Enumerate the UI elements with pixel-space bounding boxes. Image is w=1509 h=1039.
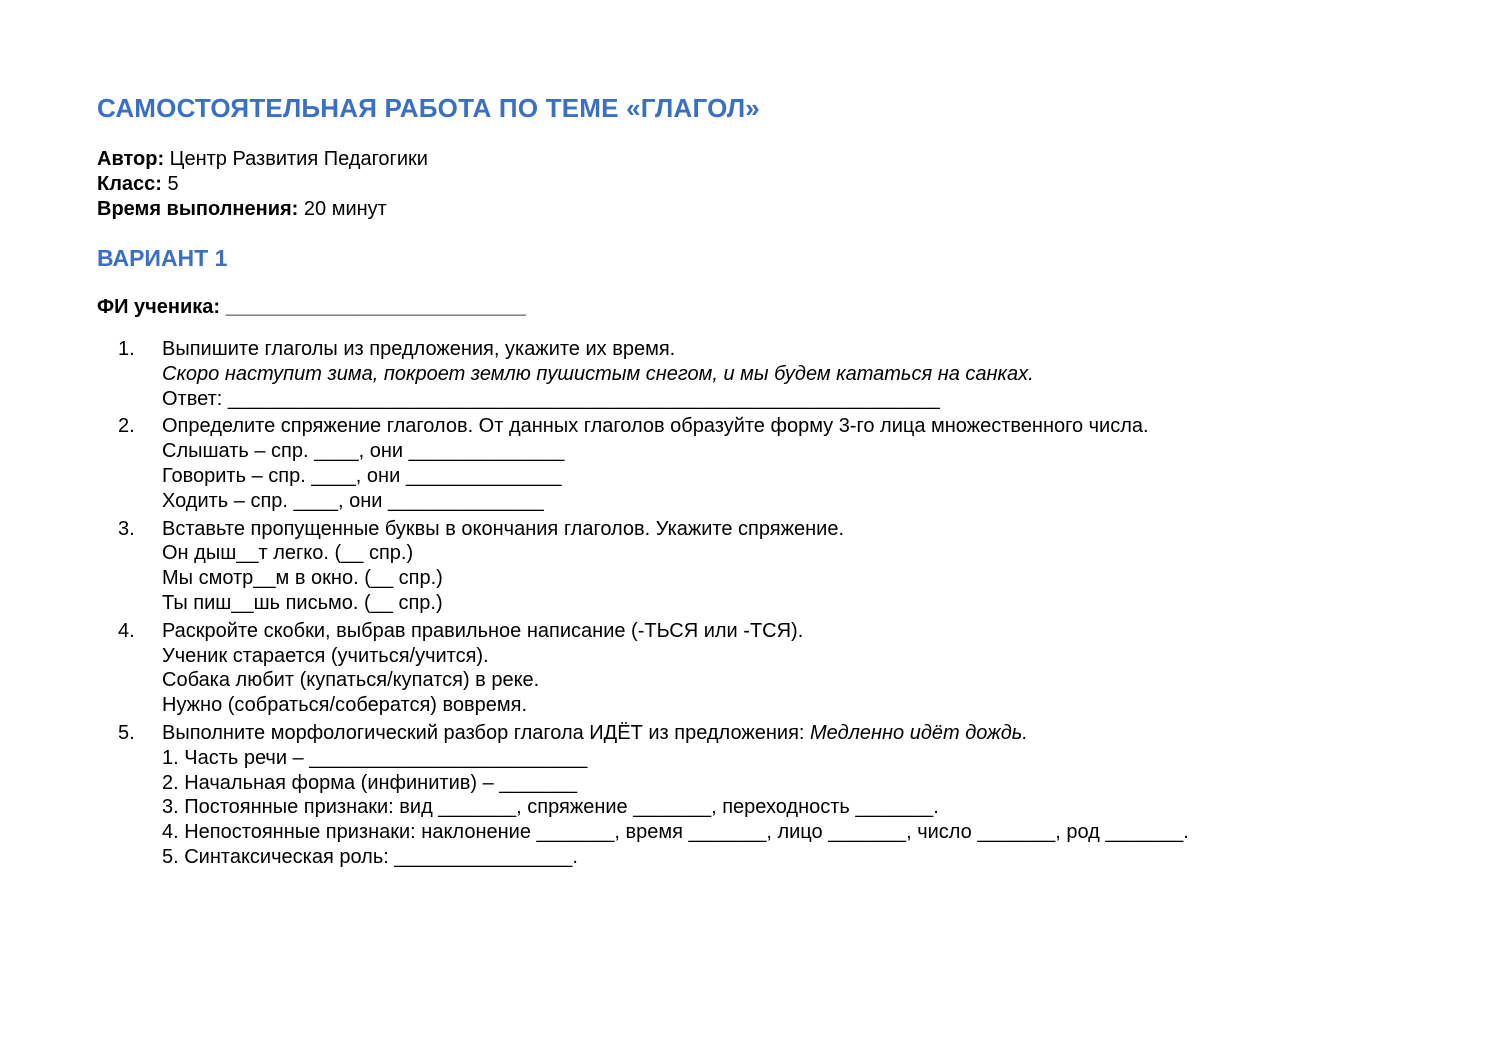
meta-class-label: Класс: xyxy=(97,173,162,195)
task-body xyxy=(162,721,1189,870)
task-instruction xyxy=(162,721,1189,746)
task-item xyxy=(118,517,1189,616)
task-line: 5. Синтаксическая роль: ________________. xyxy=(162,845,578,868)
task-line: Ученик старается (учиться/учится). xyxy=(162,644,489,667)
meta-time xyxy=(97,197,428,222)
meta-author-value: Центр Развития Педагогики xyxy=(164,148,428,170)
task-line: Собака любит (купаться/купатся) в реке. xyxy=(162,669,540,692)
task-line: Он дыш__т легко. (__ спр.) xyxy=(162,542,414,565)
task-body xyxy=(162,517,1189,616)
task-number: 1. xyxy=(118,338,135,360)
meta-class xyxy=(97,172,428,197)
task-line: 3. Постоянные признаки: вид _______, спряжение _______, переходность _______. xyxy=(162,796,939,819)
task-line: Мы смотр__м в окно. (__ спр.) xyxy=(162,567,443,590)
meta-class-value: 5 xyxy=(161,173,179,195)
task-instruction: Определите спряжение глаголов. От данных глаголов образуйте форму 3-го лица множественного числа. xyxy=(162,415,1149,438)
task-line: 1. Часть речи – _________________________ xyxy=(162,746,588,769)
task-line: Ты пиш__шь письмо. (__ спр.) xyxy=(162,591,443,614)
task-body xyxy=(162,337,1189,411)
variant-heading: ВАРИАНТ 1 xyxy=(97,245,228,271)
task-sentence: Скоро наступит зима, покроет землю пушистым снегом, и мы будем кататься на санках. xyxy=(162,362,1034,385)
task-body xyxy=(162,619,1189,718)
task-line: Слышать – спр. ____, они ______________ xyxy=(162,440,565,463)
task-number: 5. xyxy=(118,721,135,744)
meta-time-value: 20 минут xyxy=(298,198,387,220)
task-item xyxy=(118,721,1189,870)
task-body xyxy=(162,414,1189,513)
task-line: Говорить – спр. ____, они ______________ xyxy=(162,464,562,487)
task-list xyxy=(118,337,1189,873)
task-item xyxy=(118,337,1189,411)
task-line: Нужно (собраться/собератся) вовремя. xyxy=(162,694,528,717)
task-line: 2. Начальная форма (инфинитив) – _______ xyxy=(162,771,578,794)
task-number: 4. xyxy=(118,619,135,642)
task-instruction: Раскройте скобки, выбрав правильное написание (-ТЬСЯ или -ТСЯ). xyxy=(162,619,804,642)
task-line: Ходить – спр. ____, они ______________ xyxy=(162,489,544,512)
task-instruction: Вставьте пропущенные буквы в окончания глаголов. Укажите спряжение. xyxy=(162,517,845,540)
meta-author xyxy=(97,147,428,172)
task-sentence: Медленно идёт дождь. xyxy=(810,721,1028,744)
meta-time-label: Время выполнения: xyxy=(97,198,299,220)
answer-line: Ответ: ________________________________________________________________ xyxy=(162,387,940,410)
task-number: 2. xyxy=(118,415,135,438)
task-number: 3. xyxy=(118,517,135,540)
task-item xyxy=(118,619,1189,718)
meta-author-label: Автор: xyxy=(97,148,165,170)
task-instruction: Выпишите глаголы из предложения, укажите их время. xyxy=(162,338,676,360)
meta-block xyxy=(97,147,428,222)
task-item xyxy=(118,414,1189,513)
task-instruction-text: Выполните морфологический разбор глагола ИДЁТ из предложения: xyxy=(162,721,811,744)
task-line: 4. Непостоянные признаки: наклонение _______, время _______, лицо _______, число _______, род _______. xyxy=(162,821,1189,844)
page-title: САМОСТОЯТЕЛЬНАЯ РАБОТА ПО ТЕМЕ «ГЛАГОЛ» xyxy=(97,93,760,123)
student-name-line: ФИ ученика: ___________________________ xyxy=(97,296,526,318)
